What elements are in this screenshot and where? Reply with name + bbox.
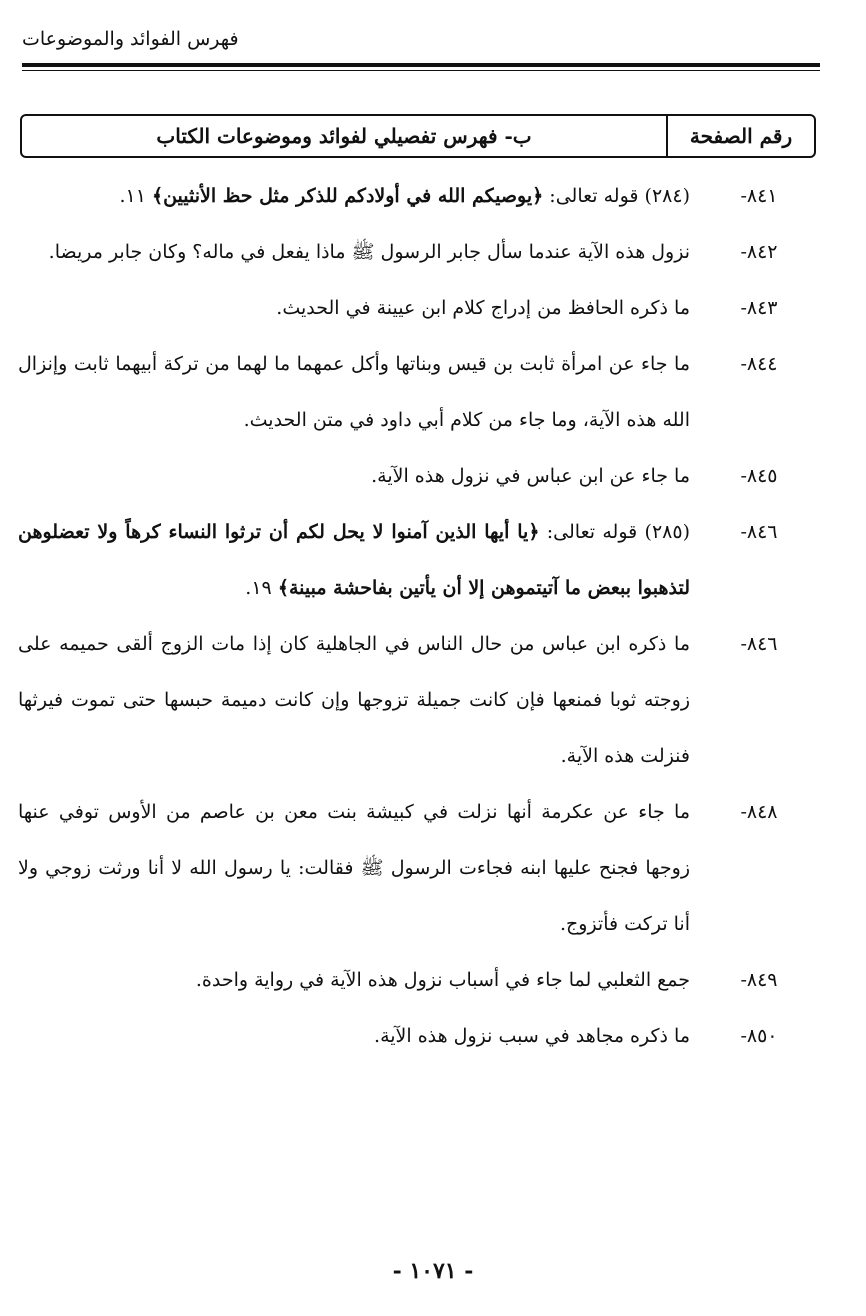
entry-text: ما ذكره الحافظ من إدراج كلام ابن عيينة في الحديث.	[276, 297, 690, 319]
index-entry	[18, 504, 818, 616]
page-number-column-header: رقم الصفحة	[666, 116, 814, 156]
running-title: فهرس الفوائد والموضوعات	[22, 28, 239, 50]
topics-column-header: ب- فهرس تفصيلي لفوائد وموضوعات الكتاب	[156, 124, 532, 148]
entry-page-number: ٨٤٨-	[740, 801, 778, 823]
entry-page-number: ٨٤٢-	[740, 241, 778, 263]
entry-text: نزول هذه الآية عندما سأل جابر الرسول ﷺ ماذا يفعل في ماله؟ وكان جابر مريضا.	[48, 241, 690, 263]
index-entry	[18, 784, 818, 952]
quranic-verse: ﴿يوصيكم الله في أولادكم للذكر مثل حظ الأنثيين﴾	[151, 185, 544, 207]
entry-page-number: ٨٤١-	[740, 185, 778, 207]
quranic-verse: ﴿يا أيها الذين آمنوا لا يحل لكم أن ترثوا النساء كرهاً ولا تعضلوهن لتذهبوا ببعض ما آتيتموهن إلا أن يأتين بفاحشة مبينة﴾	[18, 521, 690, 599]
header-rule	[22, 63, 820, 67]
entry-prefix: (٢٨٥) قوله تعالى:	[539, 521, 690, 543]
index-table-header	[20, 114, 816, 158]
entry-page-number: ٨٤٦-	[740, 521, 778, 543]
header-rule-thin	[22, 70, 820, 71]
index-entry	[18, 280, 818, 336]
index-entry	[18, 616, 818, 784]
index-entry	[18, 448, 818, 504]
index-entry	[18, 1008, 818, 1064]
page-number: - ١٠٧١ -	[392, 1258, 474, 1284]
verse-number: ١٩.	[245, 577, 278, 599]
entry-text: ما ذكره ابن عباس من حال الناس في الجاهلية كان إذا مات الزوج ألقى حميمه على زوجته ثوبا فمنعها فإن كانت جميلة تزوجها وإن كانت دميمة حبسها حتى تموت فيرثها فنزلت هذه الآية.	[18, 633, 690, 767]
entry-page-number: ٨٤٦-	[740, 633, 778, 655]
entry-page-number: ٨٤٩-	[740, 969, 778, 991]
entry-text	[18, 504, 700, 616]
entry-text	[18, 168, 700, 224]
entry-text: ما جاء عن عكرمة أنها نزلت في كبيشة بنت معن بن عاصم من الأوس توفي عنها زوجها فجنح عليها ابنه فجاءت الرسول ﷺ فقالت: يا رسول الله لا أنا ورثت زوجي ولا أنا تركت فأتزوج.	[18, 801, 690, 935]
verse-number: ١١.	[119, 185, 152, 207]
entry-page-number: ٨٤٤-	[740, 353, 778, 375]
index-entry	[18, 336, 818, 448]
entry-text: جمع الثعلبي لما جاء في أسباب نزول هذه الآية في رواية واحدة.	[195, 969, 690, 991]
entry-text: ما ذكره مجاهد في سبب نزول هذه الآية.	[374, 1025, 690, 1047]
entry-page-number: ٨٤٥-	[740, 465, 778, 487]
entry-text: ما جاء عن ابن عباس في نزول هذه الآية.	[371, 465, 690, 487]
entry-page-number: ٨٤٣-	[740, 297, 778, 319]
index-entries	[18, 168, 818, 1064]
index-entry	[18, 168, 818, 224]
index-entry	[18, 952, 818, 1008]
entry-page-number: ٨٥٠-	[740, 1025, 778, 1047]
entry-text: ما جاء عن امرأة ثابت بن قيس وبناتها وأكل عمهما ما لهما من تركة أبيهما ثابت وإنزال الله هذه الآية، وما جاء من كلام أبي داود في متن الحديث.	[18, 353, 690, 431]
entry-prefix: (٢٨٤) قوله تعالى:	[543, 185, 690, 207]
index-entry	[18, 224, 818, 280]
